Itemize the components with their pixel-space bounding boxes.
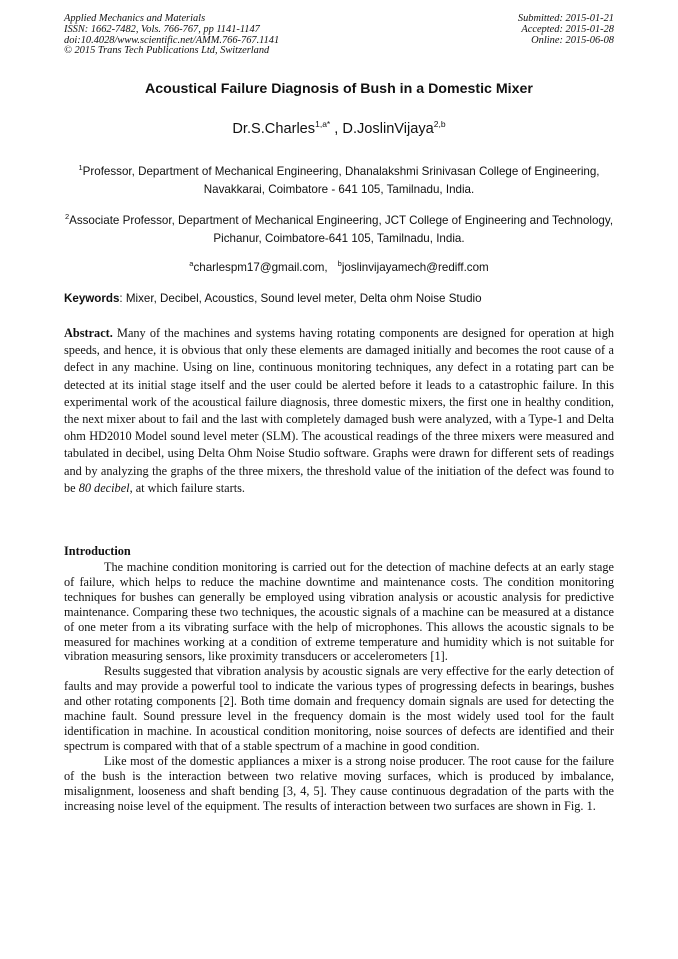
email-line bbox=[0, 259, 678, 274]
intro-paragraph-3: Like most of the domestic appliances a mixer is a strong noise producer. The root cause for the failure of the bush is the interaction between two relative moving surfaces, which is produced by imbalance, misalignment, looseness and shaft bending [3, 4, 5]. They cause continuous degradation of the parts with the increasing noise level of the equipment. The results of interaction between two surfaces are shown in Fig. 1. bbox=[64, 753, 614, 813]
keywords-label: Keywords bbox=[64, 292, 120, 305]
dates-header bbox=[518, 14, 614, 46]
copyright-line: © 2015 Trans Tech Publications Ltd, Switzerland bbox=[64, 45, 270, 57]
abstract-text-end: , at which failure starts. bbox=[129, 480, 245, 495]
abstract-emphasis: 80 decibel bbox=[78, 480, 130, 495]
affiliation-1-sup: 1 bbox=[78, 163, 83, 172]
email-2-sup: b bbox=[337, 259, 342, 268]
abstract bbox=[64, 325, 614, 497]
journal-name: Applied Mechanics and Materials bbox=[64, 13, 206, 24]
author-2: D.JoslinVijaya bbox=[342, 121, 434, 137]
affiliation-1 bbox=[64, 159, 614, 199]
online-date: Online: 2015-06-08 bbox=[531, 34, 614, 46]
intro-paragraph-2: Results suggested that vibration analysis by acoustic signals are very effective for the early detection of faults and may provide a powerful tool to indicate the various types of progressing defects in bearings, bushes and other rotating components [2]. Both time domain and frequency domain signals are used for detecting the machine fault. Sound pressure level in the frequency domain is the most widely used tool for the fault identification in machine. In acoustical condition monitoring, noise sources of defects are identified and their spectrum is compared with that of a stable spectrum of a machine in good condition. bbox=[64, 664, 614, 753]
affiliation-2 bbox=[64, 208, 614, 248]
email-2: joslinvijayamech@rediff.com bbox=[341, 261, 489, 274]
keywords-text: : Mixer, Decibel, Acoustics, Sound level meter, Delta ohm Noise Studio bbox=[119, 292, 482, 305]
abstract-label: Abstract. bbox=[64, 326, 113, 340]
email-1-sup: a bbox=[189, 259, 194, 268]
author-1: Dr.S.Charles bbox=[232, 121, 316, 137]
affiliation-2-text: Associate Professor, Department of Mechanical Engineering, JCT College of Engineering and Technology, Pichanur, Coimbatore-641 105, Tamilnadu, India. bbox=[69, 214, 614, 245]
email-1: charlespm17@gmail.com, bbox=[193, 261, 328, 274]
author-line bbox=[0, 119, 678, 137]
introduction-body bbox=[64, 560, 614, 813]
submitted-date: Submitted: 2015-01-21 bbox=[517, 13, 614, 24]
accepted-date: Accepted: 2015-01-28 bbox=[521, 23, 614, 35]
issn-line: ISSN: 1662-7482, Vols. 766-767, pp 1141-1147 bbox=[64, 23, 260, 35]
author-separator: , bbox=[330, 121, 343, 137]
section-heading-introduction: Introduction bbox=[64, 544, 131, 558]
journal-header bbox=[64, 14, 279, 57]
intro-paragraph-1: The machine condition monitoring is carried out for the detection of machine defects at an early stage of failure, which helps to reduce the machine downtime and maintenance costs. The condition monitoring techniques for bushes can generally be employed using vibration analysis or acoustic analysis for predictive maintenance. Comparing these two techniques, the acoustic signals of a machine can be measured at a distance of one meter from a its vibrating surface with the help of microphones. This allows the acoustic signals to be measured for machines working at a condition of extreme temperature and humidity which is not suitable for vibration measuring sensors, like proximity transducers or accelerometers [1]. bbox=[64, 560, 614, 664]
affiliation-2-sup: 2 bbox=[64, 212, 70, 221]
paper-title: Acoustical Failure Diagnosis of Bush in a Domestic Mixer bbox=[145, 81, 533, 97]
abstract-text: Many of the machines and systems having rotating components are designed for operation at high speeds, and hence, it is obvious that only these elements are damaged initially and becomes the root cause of a defect in any machine. Using on line, continuous monitoring techniques, any defect in a rotating part can be detected at its initial stage itself and the user could be alerted before it leads to a catastrophic failure. In this experimental work of the acoustical failure diagnosis, three domestic mixers, the first one in healthy condition, the next mixer about to fail and the last with completely damaged bush were analyzed, with a Type-1 and Delta ohm HD2010 Model sound level meter (SLM). The acoustical readings of the three mixers were measured and tabulated in decibel, using Delta Ohm Noise Studio software. Graphs were drawn for different sets of readings and by analyzing the graphs of the three mixers, the threshold value of the initiation of the defect was found to be bbox=[64, 326, 614, 495]
author-2-sup: 2,b bbox=[433, 119, 446, 129]
keywords bbox=[64, 292, 624, 305]
affiliation-1-text: Professor, Department of Mechanical Engineering, Dhanalakshmi Srinivasan College of Engineering, Navakkarai, Coimbatore - 641 105, Tamilnadu, India. bbox=[82, 165, 600, 196]
doi-line: doi:10.4028/www.scientific.net/AMM.766-767.1141 bbox=[64, 34, 280, 46]
author-1-sup: 1,a* bbox=[315, 119, 331, 129]
